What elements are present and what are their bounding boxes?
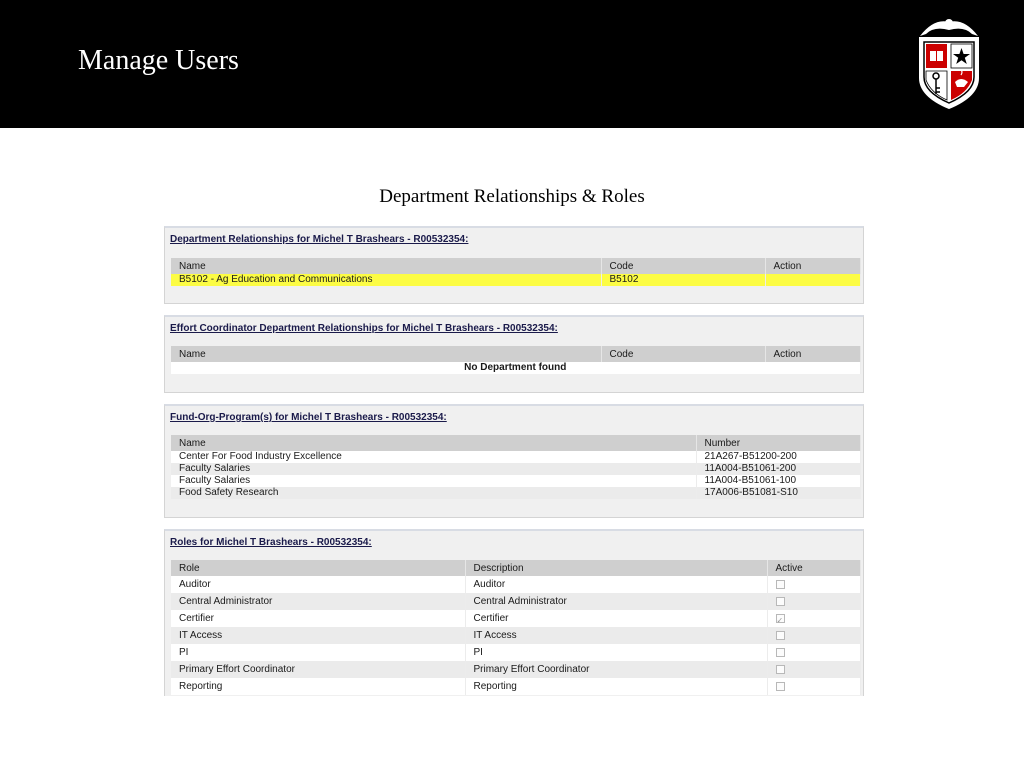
texas-tech-seal-icon (914, 14, 984, 112)
fund-org-program-title: Fund-Org-Program(s) for Michel T Brashears - R00532354: (170, 412, 447, 423)
table-row (171, 610, 860, 627)
role-active-cell (767, 644, 860, 661)
fund-number-cell: 11A004-B51061-200 (696, 463, 860, 475)
active-checkbox[interactable] (776, 648, 785, 657)
column-header-name: Name (171, 258, 601, 274)
role-description-cell: Central Administrator (465, 593, 767, 610)
role-active-cell (767, 593, 860, 610)
role-active-cell (767, 610, 860, 627)
column-header-number: Number (696, 435, 860, 451)
roles-table (171, 560, 861, 695)
active-checkbox[interactable] (776, 631, 785, 640)
role-cell: Certifier (171, 610, 465, 627)
table-row (171, 451, 860, 463)
empty-row (171, 362, 860, 374)
fund-name-cell: Faculty Salaries (171, 463, 696, 475)
department-relationships-table (171, 258, 861, 286)
fund-org-program-table (171, 435, 861, 499)
table-header-row (171, 346, 860, 362)
table-header-row (171, 560, 860, 576)
column-header-active: Active (767, 560, 860, 576)
active-checkbox[interactable] (776, 682, 785, 691)
column-header-name: Name (171, 346, 601, 362)
table-row (171, 487, 860, 499)
department-action-cell[interactable] (765, 274, 860, 286)
table-row (171, 576, 860, 593)
effort-coordinator-panel (164, 315, 864, 393)
section-heading: Department Relationships & Roles (379, 186, 645, 207)
active-checkbox[interactable] (776, 597, 785, 606)
fund-number-cell: 21A267-B51200-200 (696, 451, 860, 463)
table-row (171, 678, 860, 695)
table-row (171, 463, 860, 475)
table-header-row (171, 435, 860, 451)
role-cell: Primary Effort Coordinator (171, 661, 465, 678)
department-relationships-title: Department Relationships for Michel T Brashears - R00532354: (170, 234, 469, 245)
role-cell: Central Administrator (171, 593, 465, 610)
column-header-code: Code (601, 258, 765, 274)
table-row[interactable] (171, 274, 860, 286)
role-active-cell (767, 627, 860, 644)
role-cell: Reporting (171, 678, 465, 695)
role-cell: IT Access (171, 627, 465, 644)
column-header-role: Role (171, 560, 465, 576)
role-active-cell (767, 576, 860, 593)
role-active-cell (767, 678, 860, 695)
effort-coordinator-table (171, 346, 861, 374)
department-code-cell: B5102 (601, 274, 765, 286)
role-description-cell: Primary Effort Coordinator (465, 661, 767, 678)
active-checkbox[interactable] (776, 665, 785, 674)
fund-number-cell: 11A004-B51061-100 (696, 475, 860, 487)
column-header-description: Description (465, 560, 767, 576)
department-relationships-panel (164, 226, 864, 304)
role-description-cell: Auditor (465, 576, 767, 593)
fund-name-cell: Food Safety Research (171, 487, 696, 499)
fund-name-cell: Center For Food Industry Excellence (171, 451, 696, 463)
header-bar (0, 0, 1024, 128)
role-description-cell: Certifier (465, 610, 767, 627)
table-row (171, 593, 860, 610)
column-header-code: Code (601, 346, 765, 362)
fund-number-cell: 17A006-B51081-S10 (696, 487, 860, 499)
role-description-cell: Reporting (465, 678, 767, 695)
column-header-action: Action (765, 258, 860, 274)
department-name-cell: B5102 - Ag Education and Communications (171, 274, 601, 286)
role-active-cell (767, 661, 860, 678)
active-checkbox[interactable] (776, 580, 785, 589)
effort-coordinator-title: Effort Coordinator Department Relationships for Michel T Brashears - R00532354: (170, 323, 558, 334)
role-cell: PI (171, 644, 465, 661)
table-row (171, 644, 860, 661)
table-row (171, 661, 860, 678)
role-description-cell: PI (465, 644, 767, 661)
active-checkbox[interactable] (776, 614, 785, 623)
table-row (171, 475, 860, 487)
fund-name-cell: Faculty Salaries (171, 475, 696, 487)
role-cell: Auditor (171, 576, 465, 593)
role-description-cell: IT Access (465, 627, 767, 644)
table-row (171, 627, 860, 644)
column-header-action: Action (765, 346, 860, 362)
table-header-row (171, 258, 860, 274)
roles-title: Roles for Michel T Brashears - R00532354: (170, 537, 372, 548)
page-title: Manage Users (78, 45, 239, 76)
empty-message: No Department found (171, 362, 860, 374)
column-header-name: Name (171, 435, 696, 451)
fund-org-program-panel (164, 404, 864, 518)
roles-panel (164, 529, 864, 696)
